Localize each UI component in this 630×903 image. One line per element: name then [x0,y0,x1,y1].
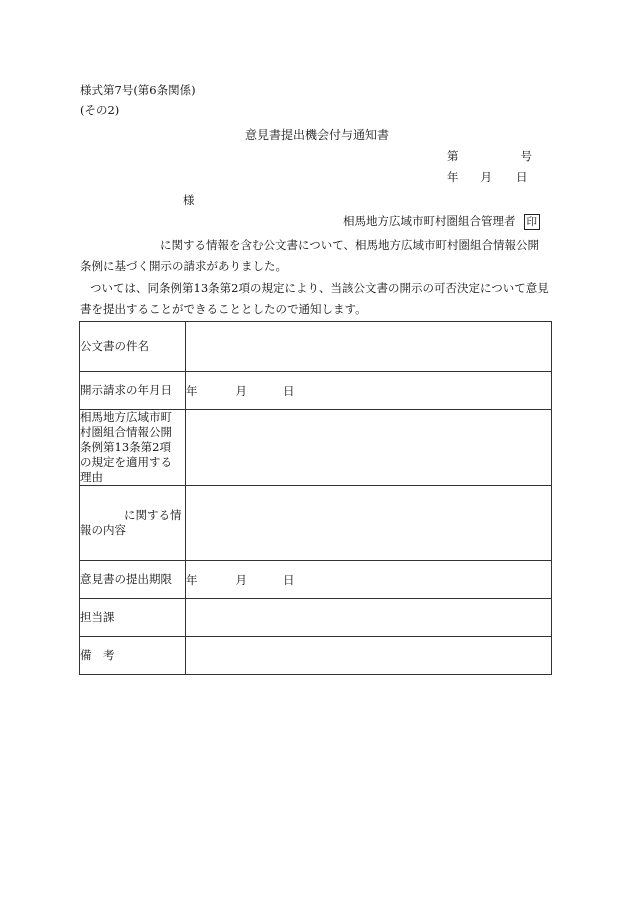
request-year: 年 [186,383,198,398]
row-label-deadline: 意見書の提出期限 [80,561,186,599]
table-row [80,322,552,372]
seal-mark: 印 [524,214,541,230]
deadline-day: 日 [283,572,295,587]
sender-name: 相馬地方広域市町村圏組合管理者 [343,214,516,228]
row-label-remarks: 備 考 [80,637,186,675]
form-number: 様式第7号(第6条関係) [80,83,196,97]
table-row [80,372,552,410]
number-prefix: 第 [447,149,459,163]
value-cell-document-subject [186,322,552,372]
value-cell-request-date [186,372,552,410]
value-cell-info-content [186,486,552,561]
addressee-suffix: 様 [183,193,195,207]
value-cell-reason [186,410,552,486]
row-label-department: 担当課 [80,599,186,637]
request-month: 月 [235,383,247,398]
row-label-document-subject: 公文書の件名 [80,322,186,372]
info-table [79,321,552,675]
body-line-1: に関する情報を含む公文書について、相馬地方広域市町村圏組合情報公開 [160,238,540,252]
body-line-2: 条例に基づく開示の請求がありました。 [80,259,287,273]
table-row [80,637,552,675]
body-line-3: ついては、同条例第13条第2項の規定により、当該公文書の開示の可否決定について意見 [90,281,549,295]
document-date-line [447,169,528,185]
table-row [80,599,552,637]
table-row [80,410,552,486]
info-content-label-b: 報の内容 [80,523,126,537]
value-cell-department [186,599,552,637]
table-row [80,486,552,561]
body-line-4: 書を提出することができることとしたので通知します。 [80,302,367,316]
document-title: 意見書提出機会付与通知書 [245,128,390,142]
row-label-request-date: 開示請求の年月日 [80,372,186,410]
row-label-info-content [80,486,186,561]
table-row [80,561,552,599]
date-year: 年 [447,170,459,184]
date-day: 日 [516,170,528,184]
deadline-year: 年 [186,572,198,587]
value-cell-deadline [186,561,552,599]
sub-number: (その2) [80,103,120,117]
document-number-line [447,148,532,164]
request-day: 日 [283,383,295,398]
deadline-month: 月 [235,572,247,587]
number-suffix: 号 [520,149,532,163]
info-content-label-a: に関する情 [124,508,182,522]
row-label-reason: 相馬地方広域市町村圏組合情報公開条例第13条第2項の規定を適用する理由 [80,410,186,486]
sender-line [343,213,540,230]
date-month: 月 [480,170,492,184]
value-cell-remarks [186,637,552,675]
